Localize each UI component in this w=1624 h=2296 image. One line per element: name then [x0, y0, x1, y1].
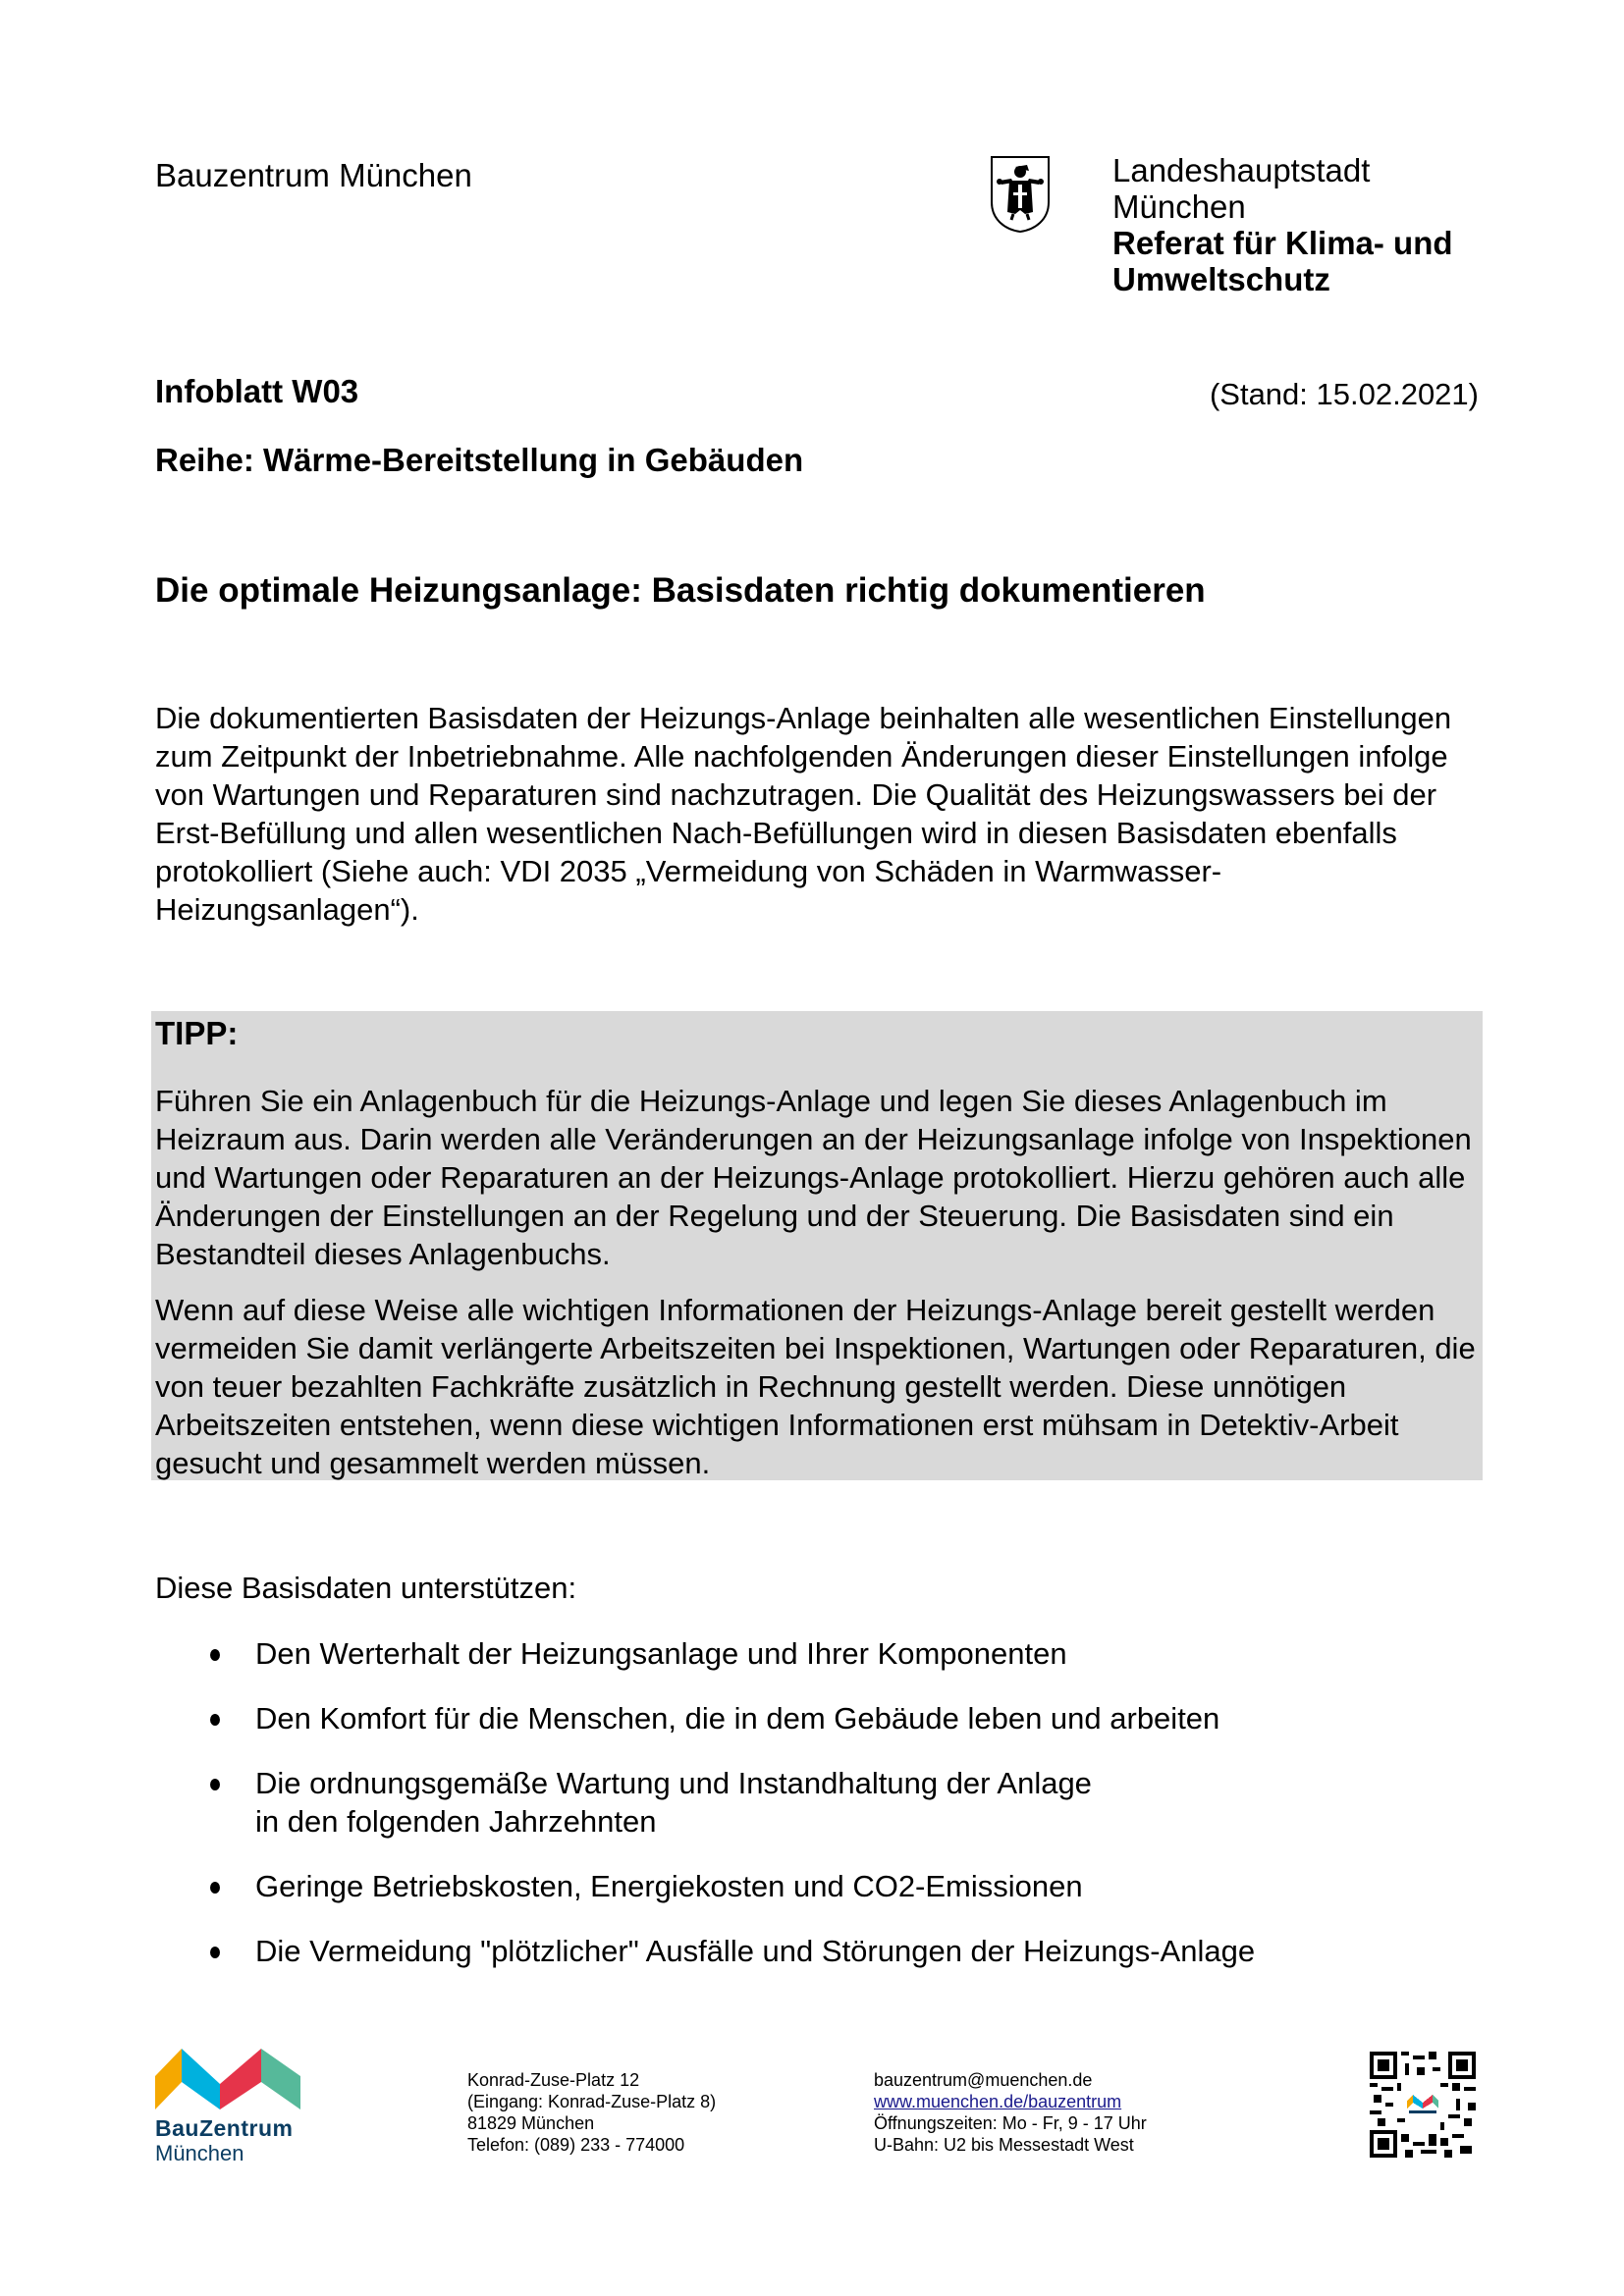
list-item — [155, 1699, 1471, 1737]
bullet-icon — [210, 1714, 220, 1726]
list-item — [155, 1764, 1471, 1841]
document-id: Infoblatt W03 — [155, 373, 359, 409]
footer-contact — [874, 2069, 1147, 2156]
bauzentrum-logo-mark-icon — [155, 2047, 302, 2111]
list-item-text: Die ordnungsgemäße Wartung und Instandhaltung der Anlage in den folgenden Jahrzehnten — [255, 1766, 1092, 1839]
tip-title: TIPP: — [155, 1015, 239, 1051]
bullet-icon — [210, 1882, 220, 1894]
org-name-right — [1112, 152, 1453, 297]
document-date: (Stand: 15.02.2021) — [1209, 377, 1479, 411]
org-right-line2: München — [1112, 188, 1246, 225]
website-link[interactable]: www.muenchen.de/bauzentrum — [874, 2092, 1122, 2111]
logo-word-2: München — [155, 2141, 244, 2165]
contact-email[interactable]: bauzentrum@muenchen.de — [874, 2070, 1093, 2090]
bullet-icon — [210, 1947, 220, 1958]
list-item — [155, 1867, 1471, 1905]
list-item — [155, 1634, 1471, 1673]
qr-code-icon — [1370, 2052, 1476, 2158]
tip-paragraph-2: Wenn auf diese Weise alle wichtigen Informationen der Heizungs-Anlage bereit gestellt werden vermeiden Sie damit verlängerte Arbeitszeiten bei Inspektionen, Wartungen oder Reparaturen, die von teuer bezahlten Fachkräfte zusätzlich in Rechnung gestellt werden. Diese unnötigen Arbeitszeiten entstehen, wenn diese wichtigen Informationen erst mühsam in Detektiv-Arbeit gesucht und gesammelt werden müssen. — [155, 1293, 1476, 1480]
support-lead: Diese Basisdaten unterstützen: — [155, 1571, 577, 1605]
org-name-left: Bauzentrum München — [155, 157, 472, 193]
support-list — [155, 1634, 1471, 1997]
list-item-text: Den Werterhalt der Heizungsanlage und Ihrer Komponenten — [255, 1636, 1067, 1671]
org-right-line4: Umweltschutz — [1112, 261, 1330, 297]
opening-hours: Öffnungszeiten: Mo - Fr, 9 - 17 Uhr — [874, 2113, 1147, 2133]
logo-word-1: BauZentrum — [155, 2115, 294, 2141]
bullet-icon — [210, 1649, 220, 1661]
munich-coat-of-arms-icon — [990, 155, 1051, 234]
bullet-icon — [210, 1779, 220, 1790]
tip-box — [151, 1011, 1483, 1480]
org-right-line3: Referat für Klima- und — [1112, 225, 1453, 261]
list-item — [155, 1932, 1471, 1970]
list-item-text: Geringe Betriebskosten, Energiekosten und CO2-Emissionen — [255, 1869, 1083, 1903]
list-item-text: Die Vermeidung "plötzlicher" Ausfälle und Störungen der Heizungs-Anlage — [255, 1934, 1256, 1968]
page-title: Die optimale Heizungsanlage: Basisdaten richtig dokumentieren — [155, 571, 1206, 610]
document-series: Reihe: Wärme-Bereitstellung in Gebäuden — [155, 442, 804, 478]
bauzentrum-logo — [155, 2047, 302, 2164]
address-entrance: (Eingang: Konrad-Zuse-Platz 8) — [467, 2092, 717, 2111]
intro-paragraph: Die dokumentierten Basisdaten der Heizungs-Anlage beinhalten alle wesentlichen Einstellungen zum Zeitpunkt der Inbetriebnahme. Alle nachfolgenden Änderungen dieser Einstellungen infolge von Wartungen und Reparaturen sind nachzutragen. Die Qualität des Heizungswassers bei der Erst-Befüllung und allen wesentlichen Nach-Befüllungen wird in diesen Basisdaten ebenfalls protokolliert (Siehe auch: VDI 2035 „Vermeidung von Schäden in Warmwasser-Heizungsanlagen“). — [155, 701, 1452, 927]
tip-paragraph-1: Führen Sie ein Anlagenbuch für die Heizungs-Anlage und legen Sie dieses Anlagenbuch im Heizraum aus. Darin werden alle Veränderungen an der Heizungsanlage infolge von Inspektionen und Wartungen oder Reparaturen an der Heizungs-Anlage protokolliert. Hierzu gehören auch alle Änderungen der Einstellungen an der Regelung und der Steuerung. Die Basisdaten sind ein Bestandteil dieses Anlagenbuchs. — [155, 1084, 1472, 1271]
org-right-line1: Landeshauptstadt — [1112, 152, 1371, 188]
transit-info: U-Bahn: U2 bis Messestadt West — [874, 2135, 1134, 2155]
address-phone: Telefon: (089) 233 - 774000 — [467, 2135, 685, 2155]
address-city: 81829 München — [467, 2113, 595, 2133]
list-item-text: Den Komfort für die Menschen, die in dem Gebäude leben und arbeiten — [255, 1701, 1220, 1735]
footer-address — [467, 2069, 716, 2156]
address-street: Konrad-Zuse-Platz 12 — [467, 2070, 640, 2090]
